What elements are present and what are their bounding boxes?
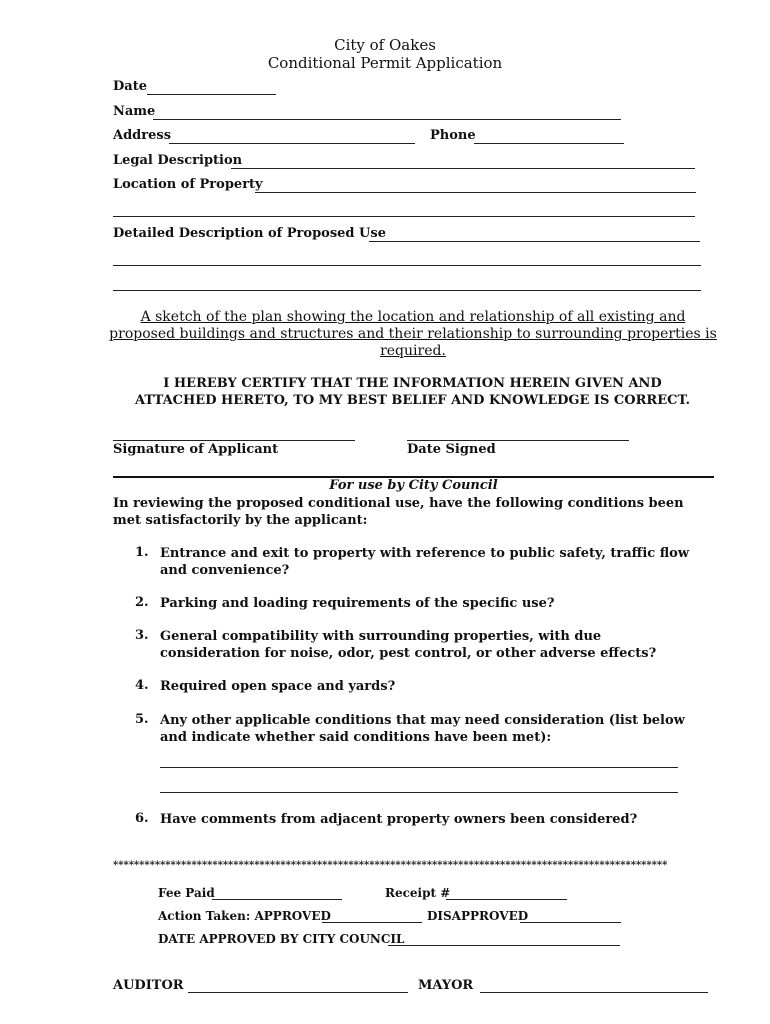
- name-label: Name: [113, 104, 156, 119]
- condition-item: Parking and loading requirements of the specific use?: [160, 596, 555, 611]
- location-field[interactable]: [255, 192, 696, 193]
- phone-label: Phone: [430, 128, 476, 143]
- condition-number: 6.: [135, 811, 149, 826]
- proposed-use-field-line-3[interactable]: [113, 290, 701, 291]
- approved-field[interactable]: [322, 922, 422, 923]
- auditor-label: AUDITOR: [113, 978, 184, 993]
- auditor-signature-field[interactable]: [188, 992, 408, 993]
- condition-number: 5.: [135, 712, 149, 727]
- location-field-line-2[interactable]: [113, 216, 695, 217]
- date-signed-field[interactable]: [407, 440, 629, 441]
- sketch-requirement-note: A sketch of the plan showing the location and relationship of all existing and proposed buildings and structures and their relationship to surrounding properties is required.: [109, 309, 717, 359]
- applicant-signature-field[interactable]: [113, 440, 355, 441]
- condition-number: 1.: [135, 545, 149, 560]
- applicant-signature-label: Signature of Applicant: [113, 442, 279, 457]
- legal-description-field[interactable]: [231, 168, 695, 169]
- fee-paid-field[interactable]: [212, 899, 342, 900]
- condition-item: Required open space and yards?: [160, 679, 396, 694]
- condition-item: Entrance and exit to property with reference to public safety, traffic flow and convenience?: [160, 546, 690, 578]
- disapproved-label: DISAPPROVED: [427, 909, 529, 923]
- location-label: Location of Property: [113, 177, 263, 192]
- receipt-field[interactable]: [446, 899, 567, 900]
- proposed-use-label: Detailed Description of Proposed Use: [113, 226, 386, 241]
- receipt-label: Receipt #: [385, 886, 451, 900]
- certification-statement: I HEREBY CERTIFY THAT THE INFORMATION HEREIN GIVEN AND ATTACHED HERETO, TO MY BEST BELIEF AND KNOWLEDGE IS CORRECT.: [135, 376, 690, 408]
- address-field[interactable]: [169, 143, 415, 144]
- form-title: Conditional Permit Application: [267, 54, 503, 72]
- asterisk-separator: **********************************************************************************************************: [113, 860, 668, 871]
- mayor-label: MAYOR: [418, 978, 474, 993]
- date-signed-label: Date Signed: [407, 442, 496, 457]
- other-conditions-field-line-2[interactable]: [160, 792, 678, 793]
- council-intro: In reviewing the proposed conditional use, have the following conditions been met satisfactorily by the applicant:: [113, 496, 684, 528]
- fee-paid-label: Fee Paid: [158, 886, 215, 900]
- condition-number: 3.: [135, 628, 149, 643]
- condition-number: 2.: [135, 595, 149, 610]
- date-approved-field[interactable]: [388, 945, 620, 946]
- city-name: City of Oakes: [334, 36, 436, 54]
- address-label: Address: [113, 128, 172, 143]
- disapproved-field[interactable]: [520, 922, 621, 923]
- mayor-signature-field[interactable]: [480, 992, 708, 993]
- proposed-use-field-line-2[interactable]: [113, 265, 701, 266]
- date-label: Date: [113, 79, 147, 94]
- other-conditions-field[interactable]: [160, 767, 678, 768]
- proposed-use-field[interactable]: [369, 241, 700, 242]
- condition-item: Have comments from adjacent property owners been considered?: [160, 812, 638, 827]
- condition-item: General compatibility with surrounding properties, with due consideration for noise, odor, pest control, or other adverse effects?: [160, 629, 657, 661]
- date-field[interactable]: [147, 94, 276, 95]
- name-field[interactable]: [153, 119, 621, 120]
- condition-item: Any other applicable conditions that may need consideration (list below and indicate whether said conditions have been met):: [160, 713, 685, 745]
- condition-number: 4.: [135, 678, 149, 693]
- action-taken-label: Action Taken: APPROVED: [158, 909, 331, 923]
- phone-field[interactable]: [474, 143, 624, 144]
- council-heading: For use by City Council: [329, 478, 498, 493]
- legal-description-label: Legal Description: [113, 153, 243, 168]
- date-approved-label: DATE APPROVED BY CITY COUNCIL: [158, 932, 405, 946]
